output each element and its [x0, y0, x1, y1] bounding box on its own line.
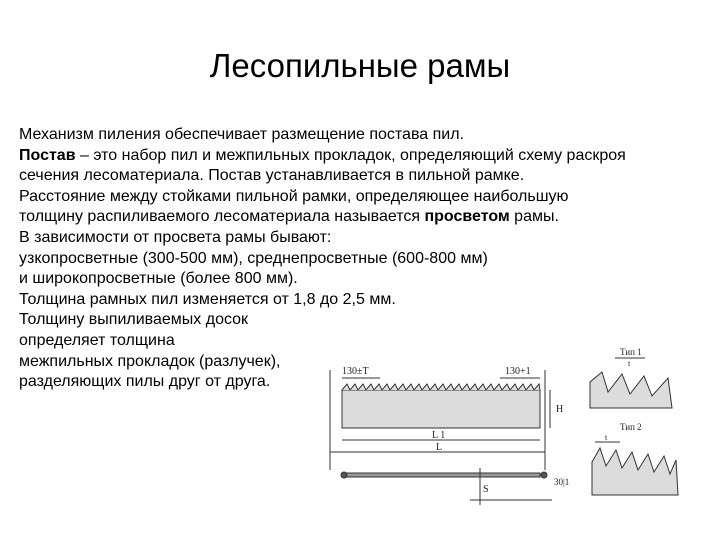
tooth-profile-type-2: [592, 422, 678, 495]
text-line-7: узкопросветные (300-500 мм), среднепросветные (600-800 мм): [19, 249, 488, 267]
dim-right-label: 130+1: [505, 366, 531, 377]
text-line-5-end: рамы.: [509, 208, 559, 226]
dim-left-label: 130±Т: [342, 366, 369, 377]
text-line-2: [19, 146, 709, 167]
type1-label: Тип 1: [620, 347, 642, 357]
text-line-6: В зависимости от просвета рамы бывают:: [19, 228, 332, 246]
text-line-11: определяет толщина: [19, 331, 175, 349]
dim-s-note: 30|1: [554, 477, 570, 487]
dim-l-label: L: [436, 442, 443, 453]
dim-s-label: S: [483, 484, 489, 495]
type2-label: Тип 2: [620, 422, 642, 432]
text-line-5: [19, 207, 709, 228]
saw-blade-drawing: [320, 340, 700, 510]
text-line-1: Механизм пиления обеспечивает размещение постава пил.: [19, 126, 464, 143]
text-line-8: и широкопросветные (более 800 мм).: [19, 270, 298, 288]
text-line-10: Толщину выпиливаемых досок: [19, 311, 249, 329]
type2-pitch: t: [605, 433, 608, 442]
dim-height-label: H: [556, 404, 564, 415]
term-prosvet: просветом: [424, 208, 510, 226]
slide-title: Лесопильные рамы: [209, 47, 511, 84]
text-line-4: Расстояние между стойками пильной рамки, определяющее наибольшую: [19, 187, 569, 205]
text-line-9: Толщина рамных пил изменяется от 1,8 до 2,5 мм.: [19, 290, 396, 308]
text-line-5-start: толщину распиливаемого лесоматериала называется: [19, 208, 425, 226]
dim-l1-label: L 1: [432, 430, 446, 441]
postav-definition: – это набор пил и межпильных прокладок, определяющий схему раскроя: [75, 146, 626, 164]
term-postav: Постав: [19, 146, 76, 164]
tooth-profile-type-1: [590, 347, 672, 408]
type1-pitch: t: [628, 359, 631, 368]
text-line-12: межпильных прокладок (разлучек),: [19, 352, 281, 370]
text-line-3: сечения лесоматериала. Постав устанавливается в пильной рамке.: [19, 167, 525, 185]
text-line-13: разделяющих пилы друг от друга.: [19, 373, 271, 391]
